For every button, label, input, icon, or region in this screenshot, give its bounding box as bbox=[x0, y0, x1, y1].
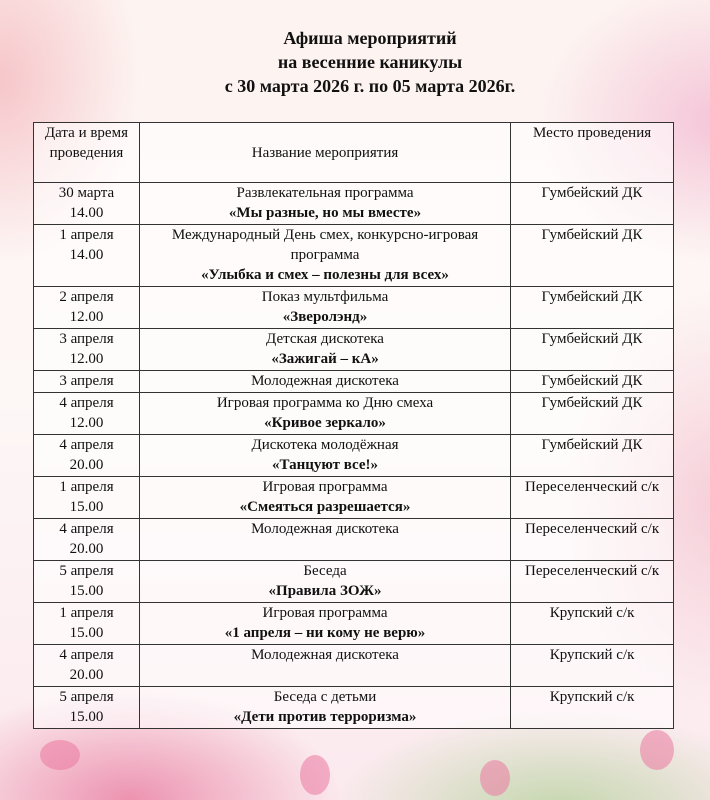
event-type: Молодежная дискотека bbox=[251, 521, 399, 537]
table-row bbox=[34, 519, 674, 561]
flower-decoration bbox=[640, 730, 674, 770]
table-row bbox=[34, 687, 674, 729]
event-place-text: Гумбейский ДК bbox=[541, 185, 643, 201]
event-place-text: Гумбейский ДК bbox=[541, 437, 643, 453]
event-datetime bbox=[34, 645, 140, 687]
event-time: 12.00 bbox=[69, 351, 104, 367]
event-place bbox=[511, 371, 674, 393]
event-place bbox=[511, 645, 674, 687]
event-name bbox=[139, 477, 510, 519]
event-datetime bbox=[34, 687, 140, 729]
event-date: 5 апреля bbox=[59, 689, 114, 705]
event-type: Беседа bbox=[303, 563, 347, 579]
events-table bbox=[33, 122, 674, 729]
event-time: 15.00 bbox=[69, 709, 104, 725]
event-type: Беседа с детьми bbox=[273, 689, 377, 705]
event-date: 30 марта bbox=[58, 185, 115, 201]
event-place bbox=[511, 183, 674, 225]
event-time: 15.00 bbox=[69, 583, 104, 599]
event-datetime bbox=[34, 603, 140, 645]
event-datetime bbox=[34, 183, 140, 225]
event-date: 4 апреля bbox=[59, 395, 114, 411]
event-name bbox=[139, 687, 510, 729]
event-place bbox=[511, 329, 674, 371]
event-type: Игровая программа ко Дню смеха bbox=[216, 395, 434, 411]
event-place bbox=[511, 393, 674, 435]
event-title: «1 апреля – ни кому не верю» bbox=[224, 625, 426, 641]
table-row bbox=[34, 477, 674, 519]
table-row bbox=[34, 561, 674, 603]
event-place-text: Переселенческий с/к bbox=[524, 521, 660, 537]
table-row bbox=[34, 435, 674, 477]
event-type: Развлекательная программа bbox=[236, 185, 414, 201]
poster-title bbox=[0, 26, 710, 98]
event-time: 20.00 bbox=[69, 457, 104, 473]
event-datetime bbox=[34, 561, 140, 603]
flower-decoration bbox=[480, 760, 510, 796]
event-time: 15.00 bbox=[69, 625, 104, 641]
event-date: 3 апреля bbox=[59, 373, 114, 389]
event-date: 1 апреля bbox=[59, 605, 114, 621]
event-title: «Кривое зеркало» bbox=[264, 415, 386, 431]
table-row bbox=[34, 371, 674, 393]
event-title: «Смеяться разрешается» bbox=[239, 499, 411, 515]
event-datetime bbox=[34, 287, 140, 329]
event-place bbox=[511, 603, 674, 645]
event-name bbox=[139, 603, 510, 645]
event-name bbox=[139, 645, 510, 687]
table-row bbox=[34, 329, 674, 371]
event-name bbox=[139, 561, 510, 603]
event-date: 1 апреля bbox=[59, 227, 114, 243]
title-line: с 30 марта 2026 г. по 05 марта 2026г. bbox=[224, 76, 516, 96]
event-place-text: Гумбейский ДК bbox=[541, 395, 643, 411]
event-time: 12.00 bbox=[69, 309, 104, 325]
event-type: Международный День смех, конкурсно-игровая программа bbox=[171, 227, 479, 263]
event-place-text: Гумбейский ДК bbox=[541, 289, 643, 305]
event-time: 12.00 bbox=[69, 415, 104, 431]
event-datetime bbox=[34, 371, 140, 393]
flower-decoration bbox=[40, 740, 80, 770]
header-name: Название мероприятия bbox=[139, 123, 510, 183]
event-type: Показ мультфильма bbox=[261, 289, 389, 305]
event-date: 4 апреля bbox=[59, 521, 114, 537]
event-datetime bbox=[34, 225, 140, 287]
event-place-text: Гумбейский ДК bbox=[541, 227, 643, 243]
event-time: 15.00 bbox=[69, 499, 104, 515]
event-title: «Улыбка и смех – полезны для всех» bbox=[201, 267, 449, 283]
event-datetime bbox=[34, 393, 140, 435]
title-line: Афиша мероприятий bbox=[283, 28, 457, 48]
event-time: 20.00 bbox=[69, 667, 104, 683]
event-type: Игровая программа bbox=[262, 605, 388, 621]
event-datetime bbox=[34, 519, 140, 561]
event-date: 4 апреля bbox=[59, 647, 114, 663]
event-time: 14.00 bbox=[69, 205, 104, 221]
event-title: «Танцуют все!» bbox=[271, 457, 379, 473]
event-place bbox=[511, 561, 674, 603]
event-title: «Зверолэнд» bbox=[282, 309, 368, 325]
event-name bbox=[139, 329, 510, 371]
table-header bbox=[34, 123, 674, 183]
event-place-text: Переселенческий с/к bbox=[524, 563, 660, 579]
event-place bbox=[511, 435, 674, 477]
event-type: Дискотека молодёжная bbox=[251, 437, 399, 453]
table-row bbox=[34, 287, 674, 329]
table-row bbox=[34, 393, 674, 435]
table-row bbox=[34, 183, 674, 225]
event-time: 14.00 bbox=[69, 247, 104, 263]
event-place-text: Переселенческий с/к bbox=[524, 479, 660, 495]
event-name bbox=[139, 371, 510, 393]
event-datetime bbox=[34, 435, 140, 477]
event-date: 4 апреля bbox=[59, 437, 114, 453]
event-date: 3 апреля bbox=[59, 331, 114, 347]
header-date: Дата и время проведения bbox=[34, 123, 140, 183]
event-datetime bbox=[34, 477, 140, 519]
event-name bbox=[139, 519, 510, 561]
event-type: Молодежная дискотека bbox=[251, 373, 399, 389]
event-place-text: Крупский с/к bbox=[549, 689, 635, 705]
event-name bbox=[139, 435, 510, 477]
event-place bbox=[511, 687, 674, 729]
header-place: Место проведения bbox=[511, 123, 674, 183]
event-date: 2 апреля bbox=[59, 289, 114, 305]
event-type: Игровая программа bbox=[262, 479, 388, 495]
event-place-text: Гумбейский ДК bbox=[541, 373, 643, 389]
table-row bbox=[34, 645, 674, 687]
event-date: 1 апреля bbox=[59, 479, 114, 495]
event-place bbox=[511, 477, 674, 519]
event-type: Детская дискотека bbox=[266, 331, 384, 347]
event-place bbox=[511, 287, 674, 329]
event-datetime bbox=[34, 329, 140, 371]
event-place-text: Крупский с/к bbox=[549, 605, 635, 621]
event-title: «Правила ЗОЖ» bbox=[268, 583, 382, 599]
event-title: «Зажигай – кА» bbox=[271, 351, 379, 367]
event-title: «Мы разные, но мы вместе» bbox=[228, 205, 422, 221]
event-date: 5 апреля bbox=[59, 563, 114, 579]
event-place bbox=[511, 519, 674, 561]
event-time: 20.00 bbox=[69, 541, 104, 557]
event-name bbox=[139, 183, 510, 225]
event-place-text: Гумбейский ДК bbox=[541, 331, 643, 347]
event-name bbox=[139, 225, 510, 287]
event-place-text: Крупский с/к bbox=[549, 647, 635, 663]
event-place bbox=[511, 225, 674, 287]
event-name bbox=[139, 287, 510, 329]
flower-decoration bbox=[300, 755, 330, 795]
table-row bbox=[34, 225, 674, 287]
event-title: «Дети против терроризма» bbox=[233, 709, 417, 725]
title-line: на весенние каникулы bbox=[277, 52, 463, 72]
table-row bbox=[34, 603, 674, 645]
event-name bbox=[139, 393, 510, 435]
event-type: Молодежная дискотека bbox=[251, 647, 399, 663]
